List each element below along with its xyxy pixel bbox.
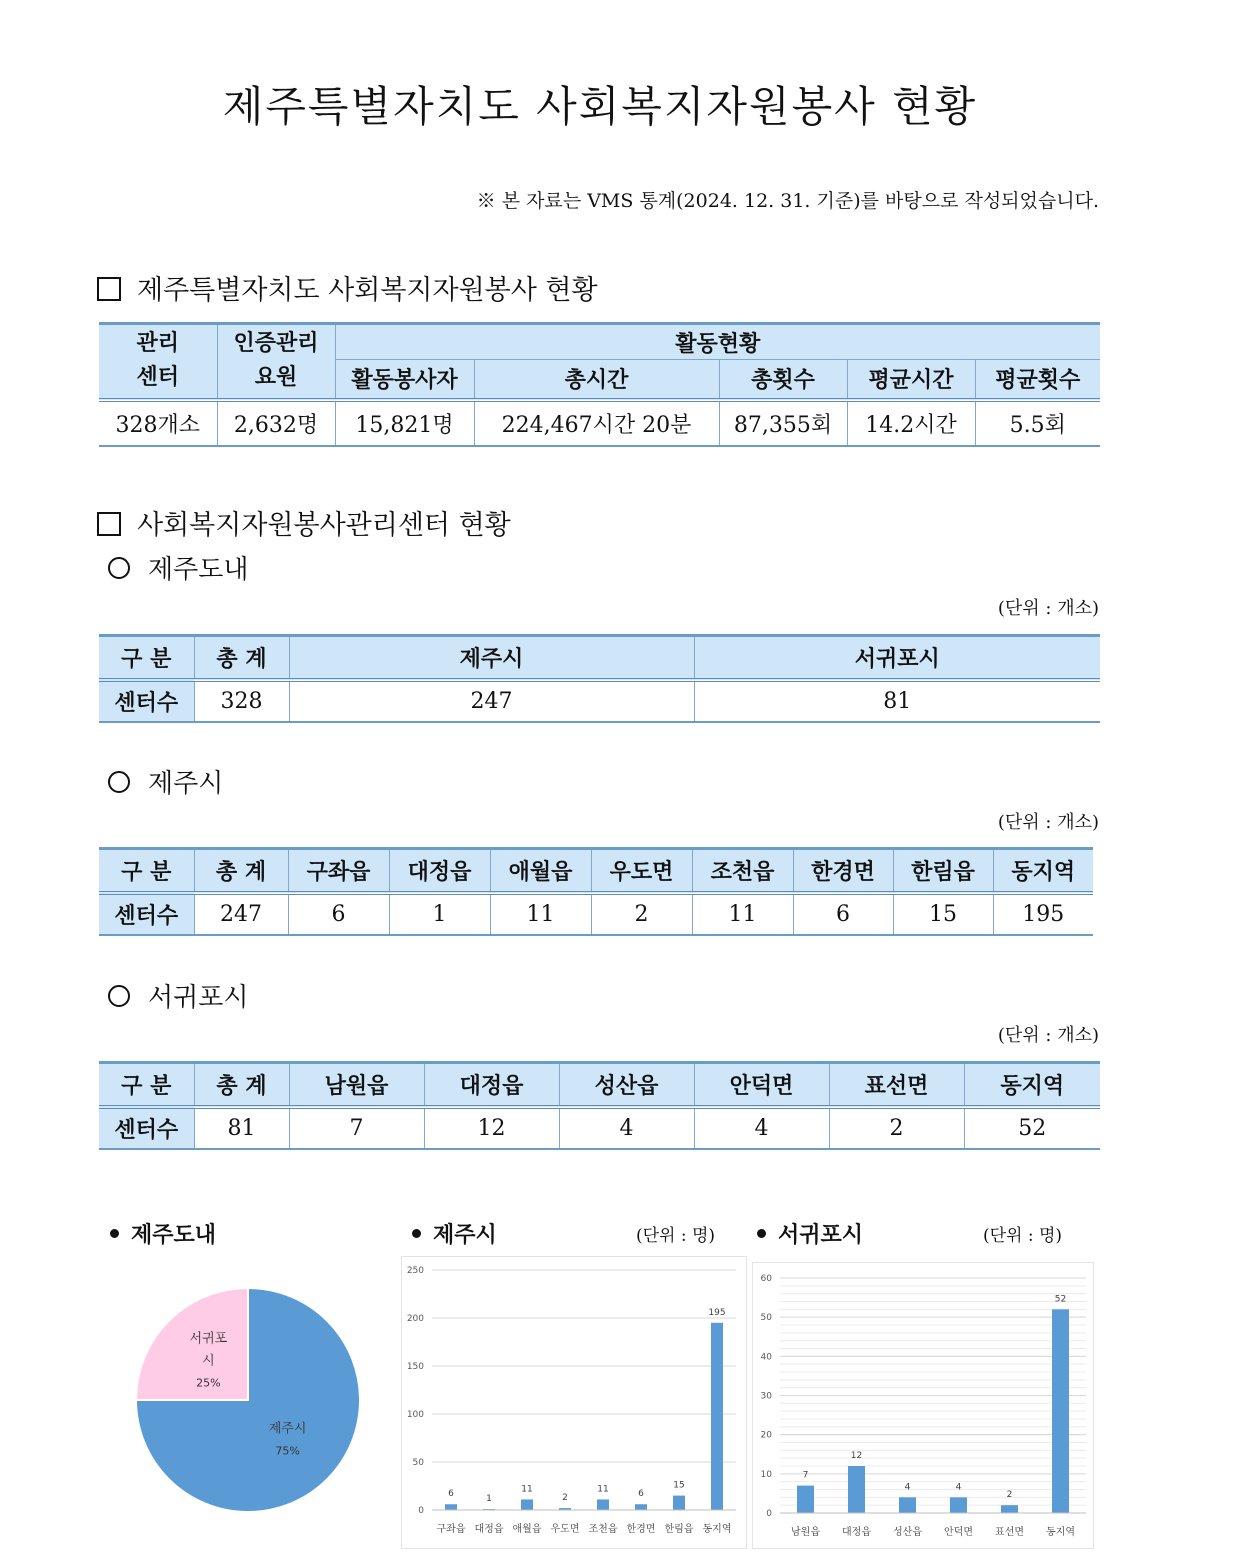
value-hallim: 15: [893, 893, 993, 935]
bar1-ytick-label: 0: [418, 1506, 424, 1516]
bar1-data-label-6: 15: [673, 1480, 685, 1491]
bar2-bar-5: [1052, 1309, 1069, 1513]
source-note: ※ 본 자료는 VMS 통계(2024. 12. 31. 기준)를 바탕으로 작성되었습니다.: [476, 190, 1099, 212]
subsection-jeju-do: [108, 549, 248, 586]
section1-heading: [97, 268, 598, 307]
page-title: 제주특별자치도 사회복지자원봉사 현황: [222, 82, 978, 131]
header-management-centers: 관리 센터: [99, 324, 217, 400]
bar1-category-label-2: 애월읍: [512, 1524, 542, 1535]
header-total-count: 총횟수: [719, 360, 847, 400]
header-total-hours: 총시간: [474, 360, 719, 400]
header-certified-staff: 인증관리 요원: [217, 324, 335, 400]
jeju-si-table: [99, 847, 1093, 936]
bar1-category-label-6: 한림읍: [664, 1524, 694, 1535]
row-label-centers: 센터수: [99, 680, 194, 722]
bar2-bar-3: [950, 1497, 967, 1513]
value-dong: 195: [993, 893, 1093, 935]
value-total: 247: [194, 893, 288, 935]
unit-label-jeju-do: (단위 : 개소): [997, 598, 1099, 619]
value-total: 81: [194, 1107, 289, 1149]
header-average-count: 평균횟수: [975, 360, 1100, 400]
subsection-jeju-si-label: 제주시: [148, 769, 224, 799]
jeju-do-table: [99, 634, 1100, 723]
bar1-data-label-3: 2: [562, 1493, 568, 1504]
pie-percent-0: 75%: [275, 1444, 300, 1458]
subsection-jeju-do-label: 제주도내: [148, 555, 249, 585]
bar2-ytick-label: 10: [760, 1469, 772, 1480]
header-gujwa: 구좌읍: [288, 849, 389, 893]
header-total: 총 계: [194, 1063, 289, 1107]
value-total-count: 87,355회: [719, 400, 847, 446]
value-namwon: 7: [289, 1107, 424, 1149]
bar2-bar-1: [848, 1466, 865, 1513]
bar2-data-label-5: 52: [1054, 1294, 1067, 1305]
header-hallim: 한림읍: [893, 849, 993, 893]
value-pyoseon: 2: [829, 1107, 964, 1149]
bar1-category-label-5: 한경면: [626, 1524, 656, 1535]
bar2-data-label-3: 4: [955, 1482, 962, 1493]
bar2-chart-frame: [752, 1262, 1094, 1549]
header-category: 구 분: [99, 849, 194, 893]
pie-label-1: 서귀포: [189, 1331, 228, 1347]
subsection-seogwipo: [108, 977, 248, 1014]
bar1-data-label-0: 6: [448, 1489, 454, 1500]
header-seongsan: 성산읍: [559, 1063, 694, 1107]
bar1-category-label-4: 조천읍: [588, 1524, 618, 1535]
value-udo: 2: [591, 893, 692, 935]
pie-label-0: 제주시: [268, 1421, 307, 1437]
bar1-category-label-3: 우도면: [550, 1524, 580, 1535]
circle-bullet-icon: [108, 985, 130, 1007]
unit-label-seogwipo: (단위 : 개소): [997, 1025, 1099, 1046]
bar1-ytick-label: 150: [406, 1362, 424, 1372]
value-total-hours: 224,467시간 20분: [474, 400, 719, 446]
header-jeju-si: 제주시: [289, 636, 694, 680]
value-certified-staff: 2,632명: [217, 400, 335, 446]
header-dong: 동지역: [964, 1063, 1100, 1107]
bar1-data-label-2: 11: [521, 1484, 533, 1495]
bar2-data-label-4: 2: [1006, 1490, 1013, 1501]
bar2-data-label-0: 7: [802, 1470, 809, 1481]
bullet-dot-icon: [110, 1229, 119, 1238]
subsection-seogwipo-label: 서귀포시: [148, 983, 249, 1013]
bar1-bar-4: [597, 1499, 609, 1510]
bar1-data-label-1: 1: [486, 1494, 492, 1505]
header-daejeong: 대정읍: [389, 849, 490, 893]
value-aewol: 11: [490, 893, 591, 935]
row-label-centers: 센터수: [99, 893, 194, 935]
section2-heading: [97, 503, 511, 542]
header-activity-status: 활동현황: [335, 324, 1100, 360]
bar2-category-label-2: 성산읍: [893, 1527, 922, 1538]
pie-chart-title-text: 제주도내: [131, 1223, 217, 1248]
section1-heading-text: 제주특별자치도 사회복지자원봉사 현황: [137, 275, 598, 306]
section2-heading-text: 사회복지자원봉사관리센터 현황: [137, 510, 511, 541]
bar1-bar-0: [445, 1504, 457, 1510]
bar1-bar-2: [521, 1499, 533, 1510]
bar2-chart-title: [757, 1218, 863, 1249]
header-aewol: 애월읍: [490, 849, 591, 893]
header-total: 총 계: [194, 849, 288, 893]
value-gujwa: 6: [288, 893, 389, 935]
bar1-bar-5: [635, 1504, 647, 1510]
header-namwon: 남원읍: [289, 1063, 424, 1107]
value-average-count: 5.5회: [975, 400, 1100, 446]
header-category: 구 분: [99, 1063, 194, 1107]
row-label-centers: 센터수: [99, 1107, 194, 1149]
bar1-category-label-0: 구좌읍: [436, 1524, 466, 1535]
bar2-category-label-1: 대정읍: [842, 1527, 871, 1538]
bar2-unit: (단위 : 명): [983, 1226, 1063, 1246]
bar2-bar-4: [1001, 1505, 1018, 1513]
value-seongsan: 4: [559, 1107, 694, 1149]
bar1-chart-title-text: 제주시: [433, 1223, 497, 1248]
header-jocheon: 조천읍: [692, 849, 793, 893]
square-bullet-icon: [97, 512, 121, 536]
bar1-ytick-label: 200: [406, 1314, 424, 1324]
value-total: 328: [194, 680, 289, 722]
bar2-category-label-5: 동지역: [1046, 1527, 1075, 1538]
circle-bullet-icon: [108, 557, 130, 579]
bar1-ytick-label: 250: [406, 1266, 424, 1276]
bar1-ytick-label: 100: [406, 1410, 424, 1420]
header-dong: 동지역: [993, 849, 1093, 893]
bar1-chart-title: [412, 1218, 497, 1249]
bar1-category-label-1: 대정읍: [474, 1524, 504, 1535]
bar2-data-label-2: 4: [904, 1482, 911, 1493]
value-dong: 52: [964, 1107, 1100, 1149]
value-average-hours: 14.2시간: [847, 400, 975, 446]
unit-label-jeju-si: (단위 : 개소): [997, 812, 1099, 833]
bar2-category-label-3: 안덕면: [944, 1527, 973, 1538]
header-daejeong: 대정읍: [424, 1063, 559, 1107]
bar1-category-label-7: 동지역: [702, 1524, 732, 1535]
value-jocheon: 11: [692, 893, 793, 935]
value-seogwipo-si: 81: [694, 680, 1100, 722]
value-andeok: 4: [694, 1107, 829, 1149]
value-hangyeong: 6: [793, 893, 893, 935]
bar1-bar-6: [673, 1496, 685, 1510]
bar2-chart-title-text: 서귀포시: [778, 1223, 864, 1248]
bullet-dot-icon: [412, 1229, 421, 1238]
bar1-ytick-label: 50: [412, 1458, 424, 1468]
bar2-category-label-4: 표선면: [995, 1527, 1024, 1538]
value-active-volunteers: 15,821명: [335, 400, 474, 446]
value-daejeong: 1: [389, 893, 490, 935]
bar2-ytick-label: 40: [760, 1352, 772, 1363]
value-jeju-si: 247: [289, 680, 694, 722]
bar1-bar-7: [711, 1323, 723, 1510]
value-management-centers: 328개소: [99, 400, 217, 446]
seogwipo-table: [99, 1061, 1100, 1150]
summary-table: [99, 322, 1100, 447]
bullet-dot-icon: [757, 1229, 766, 1238]
bar2-ytick-label: 20: [760, 1430, 772, 1441]
bar2-ytick-label: 50: [760, 1313, 772, 1324]
bar2-bar-0: [797, 1486, 814, 1513]
bar1-chart: [402, 1257, 746, 1548]
bar2-category-label-0: 남원읍: [791, 1527, 820, 1538]
header-total: 총 계: [194, 636, 289, 680]
header-category: 구 분: [99, 636, 194, 680]
bar1-unit: (단위 : 명): [636, 1226, 716, 1246]
circle-bullet-icon: [108, 771, 130, 793]
bar2-ytick-label: 0: [766, 1509, 772, 1519]
bar2-ytick-label: 60: [760, 1274, 772, 1284]
subsection-jeju-si: [108, 763, 223, 800]
bar2-bar-2: [899, 1497, 916, 1513]
header-hangyeong: 한경면: [793, 849, 893, 893]
header-udo: 우도면: [591, 849, 692, 893]
bar2-ytick-label: 30: [760, 1391, 772, 1402]
bar1-data-label-7: 195: [708, 1307, 726, 1318]
header-active-volunteers: 활동봉사자: [335, 360, 474, 400]
header-average-hours: 평균시간: [847, 360, 975, 400]
square-bullet-icon: [97, 277, 121, 301]
header-seogwipo-si: 서귀포시: [694, 636, 1100, 680]
bar1-chart-frame: [401, 1256, 747, 1549]
bar2-data-label-1: 12: [850, 1451, 863, 1461]
bar1-data-label-4: 11: [597, 1484, 609, 1495]
header-pyoseon: 표선면: [829, 1063, 964, 1107]
pie-percent-1: 25%: [196, 1376, 221, 1390]
bar1-data-label-5: 6: [638, 1489, 644, 1500]
pie-label-1: 시: [202, 1353, 215, 1369]
pie-chart-title: [110, 1218, 216, 1249]
value-daejeong: 12: [424, 1107, 559, 1149]
bar2-chart: [753, 1263, 1093, 1548]
header-andeok: 안덕면: [694, 1063, 829, 1107]
pie-chart: [120, 1270, 380, 1530]
